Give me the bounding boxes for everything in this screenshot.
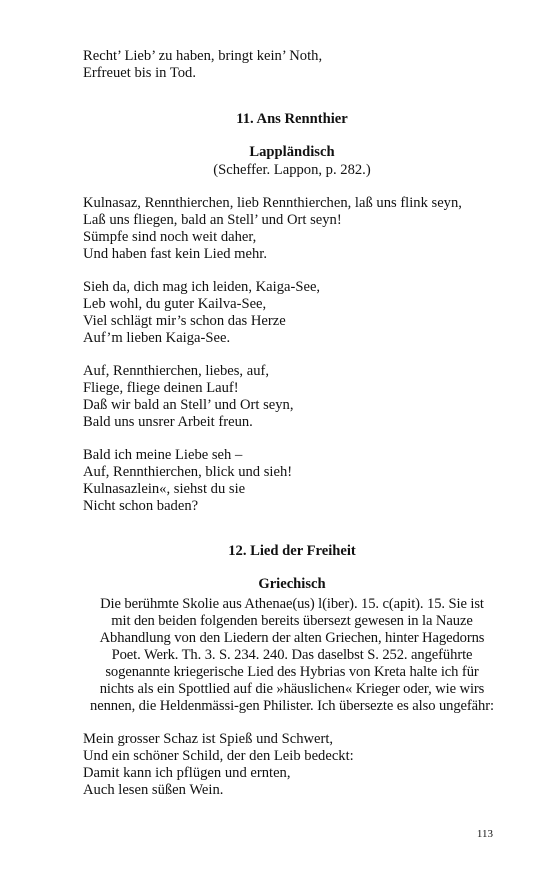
verse-line: Bald ich meine Liebe seh – xyxy=(83,447,243,463)
intro-line: Abhandlung von den Liedern der alten Griechen, hinter Hagedorns xyxy=(99,630,485,646)
page-number: 113 xyxy=(476,828,493,840)
stanza-1 xyxy=(83,195,501,263)
section-12-subtitle: Griechisch xyxy=(258,576,326,592)
verse-line: Auf’m lieben Kaiga-See. xyxy=(83,330,231,346)
verse-line: Kulnasazlein«, siehst du sie xyxy=(83,481,246,497)
section-12-title: 12. Lied der Freiheit xyxy=(228,543,356,559)
verse-line: Auf, Rennthierchen, liebes, auf, xyxy=(83,363,270,379)
verse-line: Sieh da, dich mag ich leiden, Kaiga-See, xyxy=(83,279,321,295)
stanza-3 xyxy=(83,363,501,431)
verse-line: Und haben fast kein Lied mehr. xyxy=(83,246,267,262)
verse-line: Kulnasaz, Rennthierchen, lieb Rennthierchen, laß uns flink seyn, xyxy=(83,195,462,211)
verse-line: Sümpfe sind noch weit daher, xyxy=(83,229,257,245)
intro-line: nichts als ein Spottlied auf die »häuslichen« Krieger oder, wie wirs xyxy=(99,681,485,697)
intro-line: sogenannte kriegerische Lied des Hybrias von Kreta halte ich für xyxy=(105,664,479,680)
verse-line: Leb wohl, du guter Kailva-See, xyxy=(83,296,267,312)
section-11-subtitle: Lappländisch xyxy=(249,144,335,160)
top-stanza xyxy=(83,48,501,82)
verse-line: Auf, Rennthierchen, blick und sieh! xyxy=(83,464,293,480)
page-body xyxy=(83,48,501,799)
intro-line: Die berühmte Skolie aus Athenae(us) l(iber). 15. c(apit). 15. Sie ist xyxy=(100,596,484,612)
intro-line: mit den beiden folgenden bereits übersezt gewesen in la Nauze xyxy=(111,613,473,629)
stanza-4 xyxy=(83,447,501,515)
verse-line: Auch lesen süßen Wein. xyxy=(83,782,224,798)
verse-line: Fliege, fliege deinen Lauf! xyxy=(83,380,239,396)
verse-line: Damit kann ich pflügen und ernten, xyxy=(83,765,291,781)
section-11-title: 11. Ans Rennthier xyxy=(236,111,348,127)
verse-line: Nicht schon baden? xyxy=(83,498,199,514)
verse-line: Erfreuet bis in Tod. xyxy=(83,65,197,81)
verse-line: Viel schlägt mir’s schon das Herze xyxy=(83,313,286,329)
intro-line: nennen, die Heldenmässi-gen Philister. Ich übersezte es also ungefähr: xyxy=(90,698,494,714)
verse-line: Mein grosser Schaz ist Spieß und Schwert, xyxy=(83,731,334,747)
verse-line: Recht’ Lieb’ zu haben, bringt kein’ Noth, xyxy=(83,48,323,64)
stanza-5 xyxy=(83,731,501,799)
verse-line: Bald uns unsrer Arbeit freun. xyxy=(83,414,253,430)
verse-line: Laß uns fliegen, bald an Stell’ und Ort seyn! xyxy=(83,212,342,228)
verse-line: Daß wir bald an Stell’ und Ort seyn, xyxy=(83,397,294,413)
section-12-intro xyxy=(83,596,501,715)
stanza-2 xyxy=(83,279,501,347)
intro-line: Poet. Werk. Th. 3. S. 234. 240. Das daselbst S. 252. angeführte xyxy=(111,647,473,663)
section-11-source: (Scheffer. Lappon, p. 282.) xyxy=(213,162,371,178)
verse-line: Und ein schöner Schild, der den Leib bedeckt: xyxy=(83,748,354,764)
